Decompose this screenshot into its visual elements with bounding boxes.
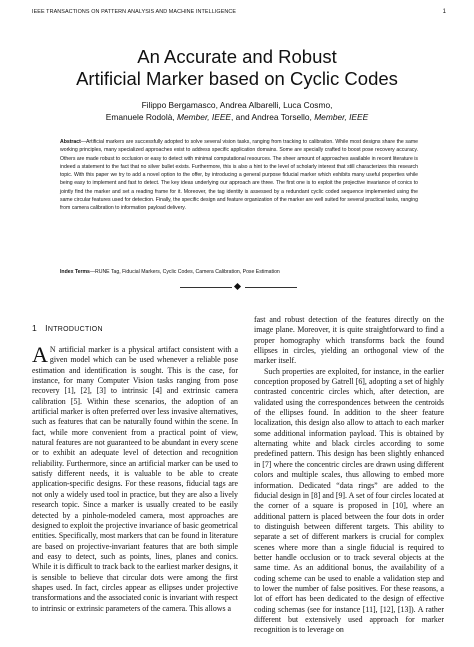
body-column-left bbox=[32, 342, 238, 614]
author-list bbox=[0, 99, 474, 123]
section-heading bbox=[32, 323, 103, 333]
index-terms bbox=[60, 268, 418, 276]
diamond-icon bbox=[234, 283, 241, 290]
section-separator bbox=[180, 283, 297, 291]
abstract-label: Abstract bbox=[60, 139, 81, 145]
authors-line-1: Filippo Bergamasco, Andrea Albarelli, Luca Cosmo, bbox=[141, 100, 333, 110]
title-line-2: Artificial Marker based on Cyclic Codes bbox=[76, 68, 398, 89]
membership-1: Member, IEEE bbox=[177, 112, 232, 122]
intro-paragraph-1: N artificial marker is a physical artifact consistent with a given model which can be used whenever a reliable pose estimation and identification is sought. This is the case, for instance, for many Computer Vision tasks ranging from pose recovery [1], [2], [3] to intrinsic [4] and extrinsic camera calibration [5]. Within these scenarios, the adoption of an artificial marker is often preferred over less invasive alternatives, such as features that can be naturally found within the scene. In fact, while more convenient from a practical point of view, natural features are not guaranteed to be abundant in every scene or to exhibit an adequate level of detection and recognition reliability. Furthermore, since an artificial marker can be used to satisfy different needs, it is valuable to be able to create application-specific designs. For these reasons, fiducial tags are not only a widely used tool in practice, but they are also a lively research topic. Since a marker is usually created to be easily detected by a pinhole-modeled camera, most approaches are designed to exploit the projective invariance of basic geometrical entities. Specifically, most markers that can be found in literature are based on projective-invariant features that are both simple and easy to detect, such as points, lines, planes and conics. While it is difficult to track back to the earliest marker designs, it is sensible to believe that circular dots were among the first shapes used. In fact, circles appear as ellipses under projective transformations and the associated conic is invariant with respect to intrinsic or extrinsic parameters of the camera. This allows a bbox=[32, 345, 238, 613]
running-head bbox=[32, 9, 446, 19]
author-name-rodola: Emanuele Rodolà, bbox=[105, 112, 178, 122]
drop-cap: A bbox=[32, 342, 48, 367]
section-number: 1 bbox=[32, 323, 38, 333]
author-name-torsello: , and Andrea Torsello, bbox=[231, 112, 315, 122]
section-title-initial: I bbox=[45, 323, 48, 333]
membership-2: Member, IEEE bbox=[314, 112, 369, 122]
title-line-1: An Accurate and Robust bbox=[137, 46, 337, 67]
separator-line-right bbox=[245, 287, 297, 288]
paper-title bbox=[0, 46, 474, 90]
index-terms-text: —RUNE Tag, Fiducial Markers, Cyclic Codes, Camera Calibration, Pose Estimation bbox=[89, 269, 280, 275]
separator-line-left bbox=[180, 287, 232, 288]
abstract bbox=[60, 138, 418, 213]
page-number: 1 bbox=[442, 9, 446, 15]
authors-line-2 bbox=[0, 111, 474, 123]
body-column-right bbox=[254, 315, 444, 636]
journal-name: IEEE TRANSACTIONS ON PATTERN ANALYSIS AND MACHINE INTELLIGENCE bbox=[32, 9, 237, 15]
abstract-text: —Artificial markers are successfully adopted to solve several vision tasks, ranging from tracking to calibration. While most designs share the same working principles, many specialized approaches exist to address specific application domains. Some are specially crafted to boost pose recovery accuracy. Others are made robust to occlusion or easy to detect with minimal computational resources. The sheer amount of approaches available in recent literature is indeed a statement to the fact that no silver bullet exists. Furthermore, this is also a hint to the level of scholarly interest that still characterizes this research topic. With this paper we try to add a novel option to the offer, by introducing a general purpose fiducial marker which exhibits many useful properties while being easy to implement and fast to detect. The key ideas underlying our approach are three. The first one is to exploit the projective invariance of conics to jointly find the marker and set a reading frame for it. Moreover, the tag identity is assessed by a redundant cyclic coded sequence implemented using the same circular features used for detection. Finally, the specific design and feature organization of the marker are well suited for several practical tasks, ranging from camera calibration to information payload delivery. bbox=[60, 139, 418, 212]
index-terms-label: Index Terms bbox=[60, 269, 90, 275]
intro-paragraph-2: Such properties are exploited, for instance, in the earlier conception proposed by Gatrell [6], adopting a set of highly contrasted concentric circles which, after detection, are validated using the correspondences between the centroids of the ellipses found. In addition to the sheer feature localization, this design also allow to attach to each marker some additional information payload. This is obtained by alternating white and black circles according to some predefined pattern. This design has been slightly enhanced in [7] where the concentric circles are drawn using different colors and multiple scales, thus allowing to embed more information. Dedicated “data rings” are added to the fiducial design in [8] and [9]. A set of four circles located at the corner of a square is proposed in [10], where an additional pattern is placed between the four dots in order to distinguish between different targets. This ability to separate a set of different markers is crucial for complex scenes where more than a single fiducial is required to better handle occlusion or to track several objects at the same time. As an additional bonus, the availability of a coding scheme can be used to enable a validation step and to lower the number of false positives. For these reasons, a lot of effort has been dedicated to the design of effective coding schemas (see for instance [11], [12], [13]). A rather different but extensively used approach for marker recognition is to leverage on bbox=[254, 366, 444, 635]
section-title-rest: NTRODUCTION bbox=[47, 326, 103, 333]
intro-paragraph-1-cont: fast and robust detection of the features directly on the image plane. Moreover, it is quite straightforward to find a proper homography which transforms back the found ellipses in circles, yielding an orthogonal view of the marker itself. bbox=[254, 315, 444, 366]
